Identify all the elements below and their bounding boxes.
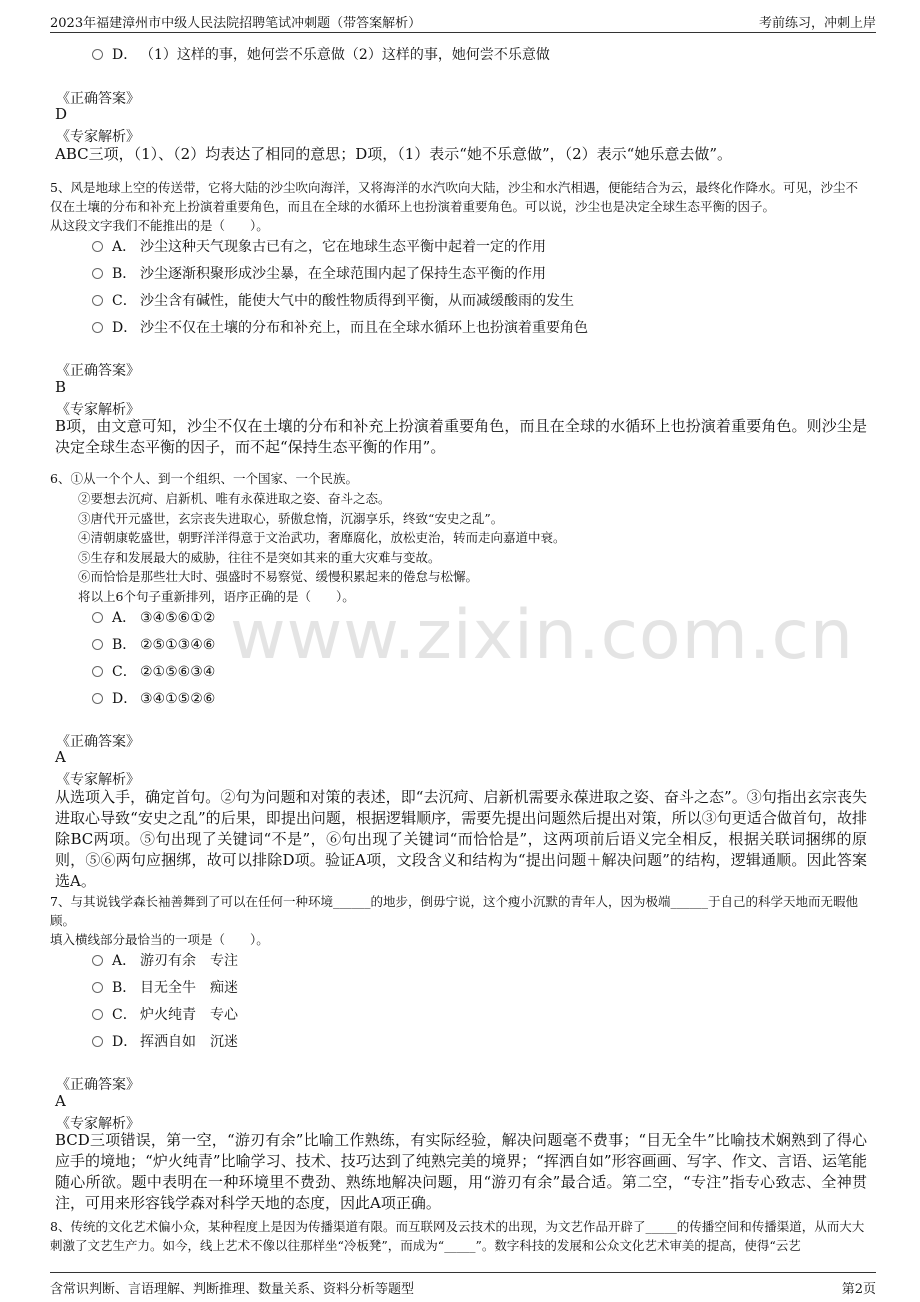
q6-item: ②要想去沉疴、启新机、唯有永葆进取之姿、奋斗之态。 bbox=[78, 491, 391, 506]
q5-option-c[interactable] bbox=[92, 290, 574, 312]
q5-analysis: B项，由文意可知，沙尘不仅在土壤的分布和补充上扮演着重要角色，而且在全球的水循环上也扮演着重要角色。则沙尘是决定全球生态平衡的因子，而不起“保持生态平衡的作用”。 bbox=[55, 417, 867, 456]
q5-option-d[interactable] bbox=[92, 317, 588, 339]
radio-icon[interactable] bbox=[92, 1036, 103, 1047]
q8-stem bbox=[50, 1217, 870, 1255]
blank: _____ bbox=[645, 1219, 677, 1234]
q8-stem-part: 的传播空间和传播渠道，从而大大刺激了文艺生产力。如今，线上艺术不像以往那样坐“冷板凳”，而成为“ bbox=[50, 1219, 865, 1253]
q4-option-d[interactable] bbox=[92, 44, 550, 66]
radio-icon[interactable] bbox=[92, 268, 103, 279]
q6-analysis: 从选项入手，确定首句。②句为问题和对策的表述，即“去沉疴、启新机需要永葆进取之姿、奋斗之态”。③句指出玄宗丧失进取心导致“安史之乱”的后果，即提出问题，根据逻辑顺序，需要先提出问题然后提出对策，所以③句更适合做首句，故排除BC两项。⑤句出现了关键词“不是”，⑥句出现了关键词“而恰恰是”，这两项前后语义完全相反，根据关联词捆绑的原则，⑤⑥两句应捆绑，故可以排除D项。验证A项，文段含义和结构为“提出问题＋解决问题”的结构，逻辑通顺。因此答案选A。 bbox=[55, 788, 867, 890]
analysis-label: 《专家解析》 bbox=[56, 772, 140, 788]
option-text: 挥洒自如 沉迷 bbox=[140, 1034, 238, 1050]
option-letter: A． bbox=[112, 610, 137, 626]
answer-label: 《正确答案》 bbox=[56, 363, 140, 379]
page-footer bbox=[50, 1272, 876, 1297]
radio-icon[interactable] bbox=[92, 693, 103, 704]
q8-stem-part: 8、传统的文化艺术偏小众，某种程度上是因为传播渠道有限。而互联网及云技术的出现，为文艺作品开辟了 bbox=[50, 1219, 646, 1234]
q7-stem-part: 的地步，倒毋宁说，这个瘦小沉默的青年人，因为极端 bbox=[370, 894, 671, 909]
radio-icon[interactable] bbox=[92, 666, 103, 677]
q6-stem: 6、①从一个个人、到一个组织、一个国家、一个民族。 bbox=[50, 471, 358, 486]
option-text: （1）这样的事，她何尝不乐意做（2）这样的事，她何尝不乐意做 bbox=[140, 47, 550, 63]
option-text: ③④①⑤②⑥ bbox=[140, 691, 216, 707]
option-text: 炉火纯青 专心 bbox=[140, 1007, 238, 1023]
q6-option-a[interactable] bbox=[92, 607, 215, 629]
q6-option-b[interactable] bbox=[92, 634, 215, 656]
option-text: ②⑤①③④⑥ bbox=[140, 637, 216, 653]
q7-option-b[interactable] bbox=[92, 977, 238, 999]
option-text: 游刃有余 专注 bbox=[140, 953, 238, 969]
q5-option-b[interactable] bbox=[92, 263, 546, 285]
radio-icon[interactable] bbox=[92, 322, 103, 333]
radio-icon[interactable] bbox=[92, 639, 103, 650]
q6-answer: A bbox=[55, 748, 66, 766]
option-text: 沙尘这种天气现象古已有之，它在地球生态平衡中起着一定的作用 bbox=[140, 239, 546, 255]
q5-answer: B bbox=[55, 378, 67, 396]
q4-answer: D bbox=[55, 105, 68, 123]
option-text: ②①⑤⑥③④ bbox=[140, 664, 216, 680]
page-number: 第2页 bbox=[841, 1282, 876, 1297]
q7-stem-part: 于自己的科学天地而无暇他顾。 bbox=[50, 894, 858, 928]
option-text: 沙尘不仅在土壤的分布和补充上，而且在全球水循环上也扮演着重要角色 bbox=[140, 320, 588, 336]
answer-label: 《正确答案》 bbox=[56, 734, 140, 750]
radio-icon[interactable] bbox=[92, 982, 103, 993]
q6-item: ⑤生存和发展最大的威胁，往往不是突如其来的重大灾难与变故。 bbox=[78, 550, 441, 565]
radio-icon[interactable] bbox=[92, 1009, 103, 1020]
answer-label: 《正确答案》 bbox=[56, 1077, 140, 1093]
blank: _____ bbox=[444, 1238, 476, 1253]
q6-option-c[interactable] bbox=[92, 661, 215, 683]
q6-item: ③唐代开元盛世，玄宗丧失进取心，骄傲怠惰，沉溺享乐，终致“安史之乱”。 bbox=[78, 511, 504, 526]
header-slogan: 考前练习，冲刺上岸 bbox=[758, 16, 876, 31]
option-text: 目无全牛 痴迷 bbox=[140, 980, 238, 996]
q7-option-c[interactable] bbox=[92, 1004, 238, 1026]
option-letter: C． bbox=[112, 1007, 137, 1023]
answer-label: 《正确答案》 bbox=[56, 91, 140, 107]
analysis-label: 《专家解析》 bbox=[56, 129, 140, 145]
q7-prompt: 填入横线部分最恰当的一项是（ ）。 bbox=[50, 932, 269, 947]
option-text: 沙尘含有碱性，能使大气中的酸性物质得到平衡，从而减缓酸雨的发生 bbox=[140, 293, 574, 309]
option-letter: B． bbox=[112, 980, 137, 996]
q7-option-d[interactable] bbox=[92, 1031, 238, 1053]
q6-prompt: 将以上6个句子重新排列，语序正确的是（ ）。 bbox=[78, 589, 355, 604]
option-letter: C． bbox=[112, 664, 137, 680]
q6-item: ⑥而恰恰是那些壮大时、强盛时不易察觉、缓慢积累起来的倦怠与松懈。 bbox=[78, 569, 479, 584]
radio-icon[interactable] bbox=[92, 295, 103, 306]
option-letter: C． bbox=[112, 293, 137, 309]
q5-option-a[interactable] bbox=[92, 236, 546, 258]
radio-icon[interactable] bbox=[92, 49, 103, 60]
option-letter: D． bbox=[112, 47, 138, 63]
option-text: 沙尘逐渐积聚形成沙尘暴，在全球范围内起了保持生态平衡的作用 bbox=[140, 266, 546, 282]
analysis-label: 《专家解析》 bbox=[56, 402, 140, 418]
option-text: ③④⑤⑥①② bbox=[140, 610, 216, 626]
q7-analysis: BCD三项错误，第一空，“游刃有余”比喻工作熟练，有实际经验，解决问题毫不费事；“目无全牛”比喻技术娴熟到了得心应手的境地；“炉火纯青”比喻学习、技术、技巧达到了纯熟完美的境界；“挥洒自如”形容画画、写字、作文、言语、运笔能随心所欲。题中表明在一种环境里不费劲、熟练地解决问题，用“游刃有余”最合适。第二空，“专注”指专心致志、全神贯注，可用来形容钱学森对科学天地的态度，因此A项正确。 bbox=[55, 1131, 867, 1212]
q6-option-d[interactable] bbox=[92, 688, 215, 710]
q6-item: ④清朝康乾盛世，朝野洋洋得意于文治武功，奢靡腐化，放松吏治，转而走向嘉道中衰。 bbox=[78, 530, 566, 545]
q7-answer: A bbox=[55, 1092, 66, 1110]
blank: ______ bbox=[332, 894, 371, 909]
radio-icon[interactable] bbox=[92, 955, 103, 966]
option-letter: B． bbox=[112, 637, 137, 653]
q5-prompt: 从这段文字我们不能推出的是（ ）。 bbox=[50, 218, 269, 233]
option-letter: A． bbox=[112, 953, 137, 969]
header-title: 2023年福建漳州市中级人民法院招聘笔试冲刺题（带答案解析） bbox=[50, 16, 422, 31]
q4-analysis: ABC三项，（1）、（2）均表达了相同的意思；D项，（1）表示“她不乐意做”，（2）表示“她乐意去做”。 bbox=[55, 145, 732, 163]
q7-stem bbox=[50, 892, 870, 930]
option-letter: D． bbox=[112, 320, 138, 336]
page-header bbox=[50, 10, 876, 33]
option-letter: B． bbox=[112, 266, 137, 282]
radio-icon[interactable] bbox=[92, 612, 103, 623]
q7-option-a[interactable] bbox=[92, 950, 238, 972]
q5-stem: 5、风是地球上空的传送带，它将大陆的沙尘吹向海洋，又将海洋的水汽吹向大陆，沙尘和水汽相遇，便能结合为云，最终化作降水。可见，沙尘不仅在土壤的分布和补充上扮演着重要角色，而且在全球的水循环上也扮演着重要角色。可以说，沙尘也是决定全球生态平衡的因子。 bbox=[50, 180, 858, 214]
option-letter: D． bbox=[112, 1034, 138, 1050]
radio-icon[interactable] bbox=[92, 241, 103, 252]
option-letter: D． bbox=[112, 691, 138, 707]
blank: ______ bbox=[670, 894, 708, 909]
option-letter: A． bbox=[112, 239, 137, 255]
footer-note: 含常识判断、言语理解、判断推理、数量关系、资料分析等题型 bbox=[50, 1282, 415, 1297]
q7-stem-part: 7、与其说钱学森长袖善舞到了可以在任何一种环境 bbox=[50, 894, 333, 909]
analysis-label: 《专家解析》 bbox=[56, 1116, 140, 1132]
q8-stem-part: ”。数字科技的发展和公众文化艺术审美的提高，使得“云艺 bbox=[475, 1238, 801, 1253]
watermark: www.zixin.com.cn bbox=[230, 596, 854, 675]
